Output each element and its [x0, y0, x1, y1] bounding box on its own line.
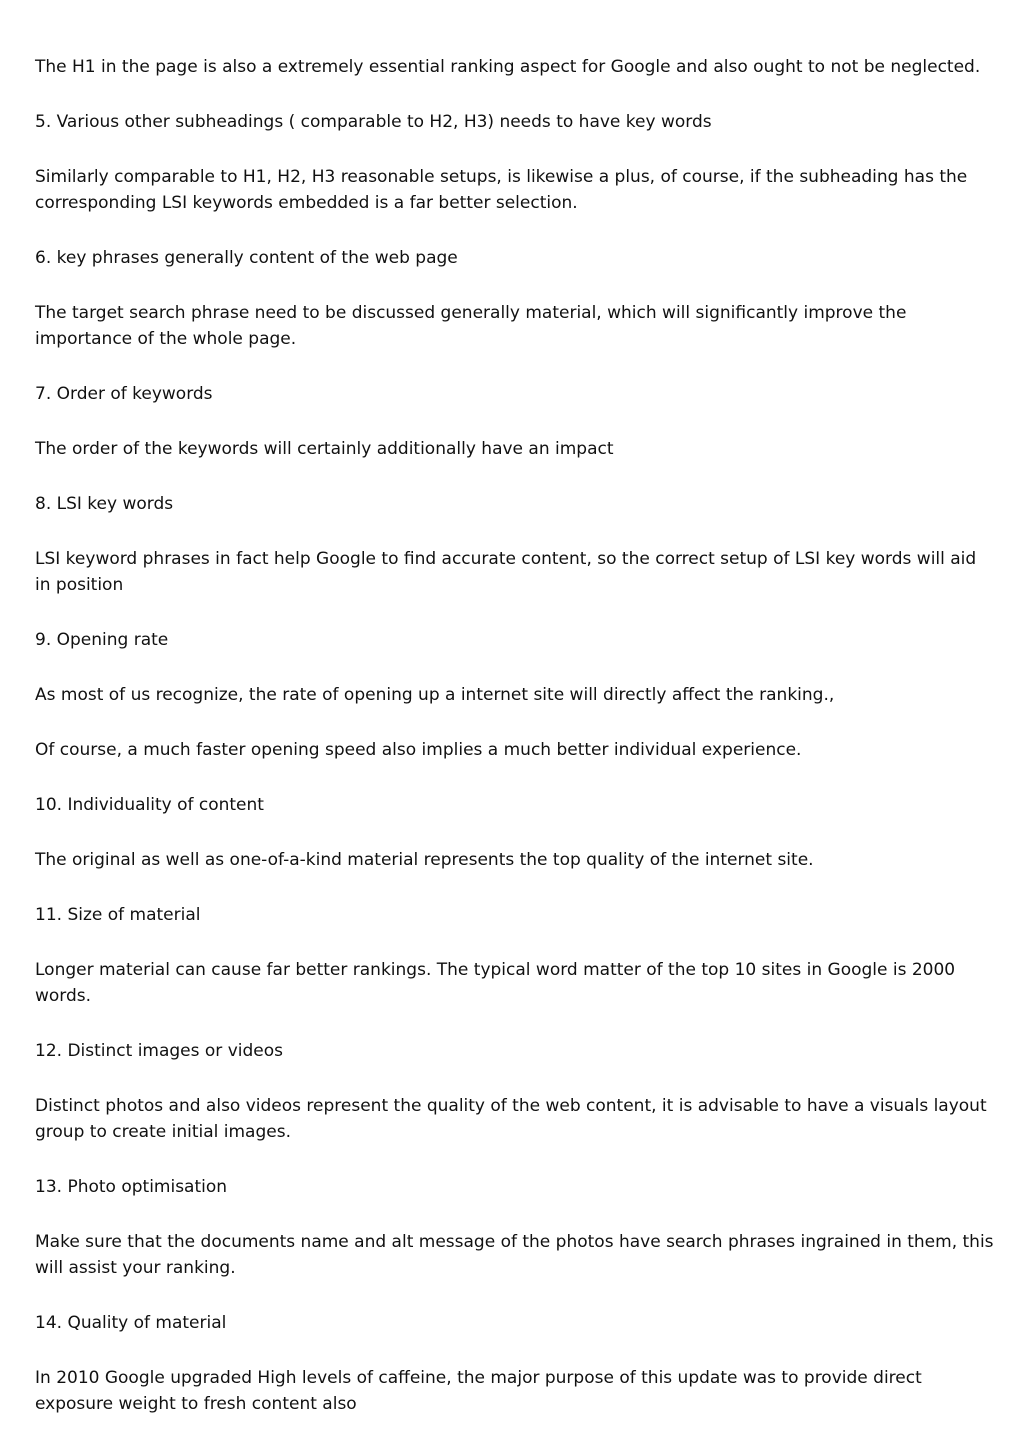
heading-photo-optimisation: 13. Photo optimisation [35, 1177, 228, 1197]
paragraph-subheadings: Similarly comparable to H1, H2, H3 reasonable setups, is likewise a plus, of course, if the subheading has the corresponding LSI keywords embedded is a far better selection. [35, 167, 968, 213]
paragraph-order-of-keywords: The order of the keywords will certainly additionally have an impact [35, 439, 614, 459]
heading-opening-rate: 9. Opening rate [35, 630, 169, 650]
paragraph-photo-optimisation: Make sure that the documents name and alt message of the photos have search phrases ingrained in them, this will assist your ranking. [35, 1232, 994, 1278]
heading-subheadings: 5. Various other subheadings ( comparable to H2, H3) needs to have key words [35, 112, 712, 132]
paragraph-lsi-key-words: LSI keyword phrases in fact help Google to find accurate content, so the correct setup of LSI key words will aid in position [35, 549, 977, 595]
heading-distinct-images: 12. Distinct images or videos [35, 1041, 283, 1061]
paragraph-quality-of-material: In 2010 Google upgraded High levels of caffeine, the major purpose of this update was to provide direct exposure weight to fresh content also [35, 1368, 922, 1414]
paragraph-size-of-material: Longer material can cause far better rankings. The typical word matter of the top 10 sites in Google is 2000 words. [35, 960, 956, 1006]
paragraph-key-phrases-content: The target search phrase need to be discussed generally material, which will significantly improve the importance of the whole page. [35, 303, 907, 349]
heading-size-of-material: 11. Size of material [35, 905, 201, 925]
document-body [35, 54, 995, 1446]
heading-individuality-of-content: 10. Individuality of content [35, 795, 264, 815]
paragraph-individuality-of-content: The original as well as one-of-a-kind material represents the top quality of the internet site. [35, 850, 814, 870]
paragraph-opening-speed: Of course, a much faster opening speed also implies a much better individual experience. [35, 740, 802, 760]
heading-order-of-keywords: 7. Order of keywords [35, 384, 213, 404]
paragraph-opening-rate: As most of us recognize, the rate of opening up a internet site will directly affect the ranking., [35, 685, 835, 705]
heading-quality-of-material: 14. Quality of material [35, 1313, 227, 1333]
heading-lsi-key-words: 8. LSI key words [35, 494, 174, 514]
paragraph-distinct-images: Distinct photos and also videos represent the quality of the web content, it is advisable to have a visuals layout group to create initial images. [35, 1096, 987, 1142]
heading-key-phrases-content: 6. key phrases generally content of the web page [35, 248, 458, 268]
paragraph-h1-importance: The H1 in the page is also a extremely essential ranking aspect for Google and also ought to not be neglected. [35, 57, 981, 77]
